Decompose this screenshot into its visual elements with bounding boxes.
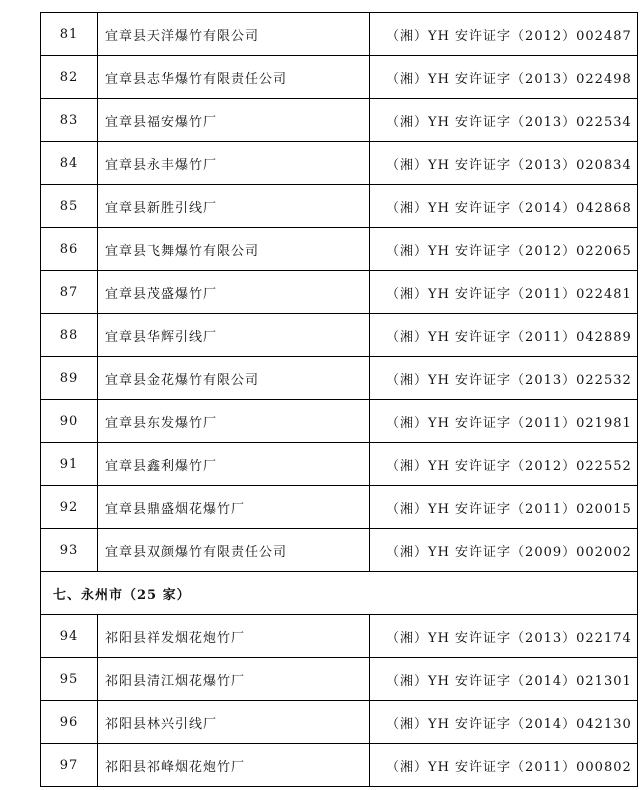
row-number: 84 — [41, 142, 98, 185]
table-row — [41, 357, 638, 400]
table-row — [41, 615, 638, 658]
row-number: 92 — [41, 486, 98, 529]
table-row — [41, 529, 638, 572]
table-row — [41, 228, 638, 271]
license-number: （湘）YH 安许证字（2014）021301 — [370, 658, 638, 701]
company-name: 宜章县鑫利爆竹厂 — [98, 443, 370, 486]
table-row — [41, 185, 638, 228]
company-name: 祁阳县清江烟花爆竹厂 — [98, 658, 370, 701]
row-number: 81 — [41, 13, 98, 56]
row-number: 97 — [41, 744, 98, 787]
license-number: （湘）YH 安许证字（2011）022481 — [370, 271, 638, 314]
license-number: （湘）YH 安许证字（2013）020834 — [370, 142, 638, 185]
company-name: 宜章县飞舞爆竹有限公司 — [98, 228, 370, 271]
row-number: 85 — [41, 185, 98, 228]
table-row — [41, 13, 638, 56]
company-name: 祁阳县祥发烟花炮竹厂 — [98, 615, 370, 658]
company-name: 宜章县茂盛爆竹厂 — [98, 271, 370, 314]
row-number: 91 — [41, 443, 98, 486]
company-name: 宜章县福安爆竹厂 — [98, 99, 370, 142]
company-name: 宜章县志华爆竹有限责任公司 — [98, 56, 370, 99]
table-row — [41, 99, 638, 142]
license-number: （湘）YH 安许证字（2011）042889 — [370, 314, 638, 357]
license-number: （湘）YH 安许证字（2014）042868 — [370, 185, 638, 228]
license-number: （湘）YH 安许证字（2012）022552 — [370, 443, 638, 486]
company-name: 宜章县东发爆竹厂 — [98, 400, 370, 443]
license-number: （湘）YH 安许证字（2013）022534 — [370, 99, 638, 142]
company-name: 宜章县鼎盛烟花爆竹厂 — [98, 486, 370, 529]
company-name: 宜章县新胜引线厂 — [98, 185, 370, 228]
company-name: 宜章县金花爆竹有限公司 — [98, 357, 370, 400]
section-heading: 七、永州市（25 家） — [41, 572, 638, 615]
table-row — [41, 314, 638, 357]
table-row — [41, 701, 638, 744]
license-number: （湘）YH 安许证字（2013）022498 — [370, 56, 638, 99]
table-row — [41, 142, 638, 185]
license-number: （湘）YH 安许证字（2009）002002 — [370, 529, 638, 572]
company-name: 宜章县天洋爆竹有限公司 — [98, 13, 370, 56]
license-number: （湘）YH 安许证字（2014）042130 — [370, 701, 638, 744]
license-number: （湘）YH 安许证字（2013）022174 — [370, 615, 638, 658]
table-row — [41, 658, 638, 701]
license-number: （湘）YH 安许证字（2012）022065 — [370, 228, 638, 271]
license-number: （湘）YH 安许证字（2012）002487 — [370, 13, 638, 56]
license-table — [40, 12, 638, 787]
company-name: 祁阳县林兴引线厂 — [98, 701, 370, 744]
company-name: 祁阳县祁峰烟花炮竹厂 — [98, 744, 370, 787]
license-number: （湘）YH 安许证字（2011）020015 — [370, 486, 638, 529]
section-heading-row — [41, 572, 638, 615]
license-number: （湘）YH 安许证字（2013）022532 — [370, 357, 638, 400]
company-name: 宜章县双颜爆竹有限责任公司 — [98, 529, 370, 572]
company-name: 宜章县华辉引线厂 — [98, 314, 370, 357]
row-number: 82 — [41, 56, 98, 99]
license-number: （湘）YH 安许证字（2011）021981 — [370, 400, 638, 443]
table-row — [41, 271, 638, 314]
row-number: 94 — [41, 615, 98, 658]
row-number: 90 — [41, 400, 98, 443]
row-number: 86 — [41, 228, 98, 271]
row-number: 88 — [41, 314, 98, 357]
table-row — [41, 486, 638, 529]
row-number: 93 — [41, 529, 98, 572]
row-number: 89 — [41, 357, 98, 400]
table-row — [41, 443, 638, 486]
table-row — [41, 56, 638, 99]
row-number: 83 — [41, 99, 98, 142]
row-number: 96 — [41, 701, 98, 744]
table-row — [41, 400, 638, 443]
license-number: （湘）YH 安许证字（2011）000802 — [370, 744, 638, 787]
table-row — [41, 744, 638, 787]
row-number: 95 — [41, 658, 98, 701]
company-name: 宜章县永丰爆竹厂 — [98, 142, 370, 185]
row-number: 87 — [41, 271, 98, 314]
